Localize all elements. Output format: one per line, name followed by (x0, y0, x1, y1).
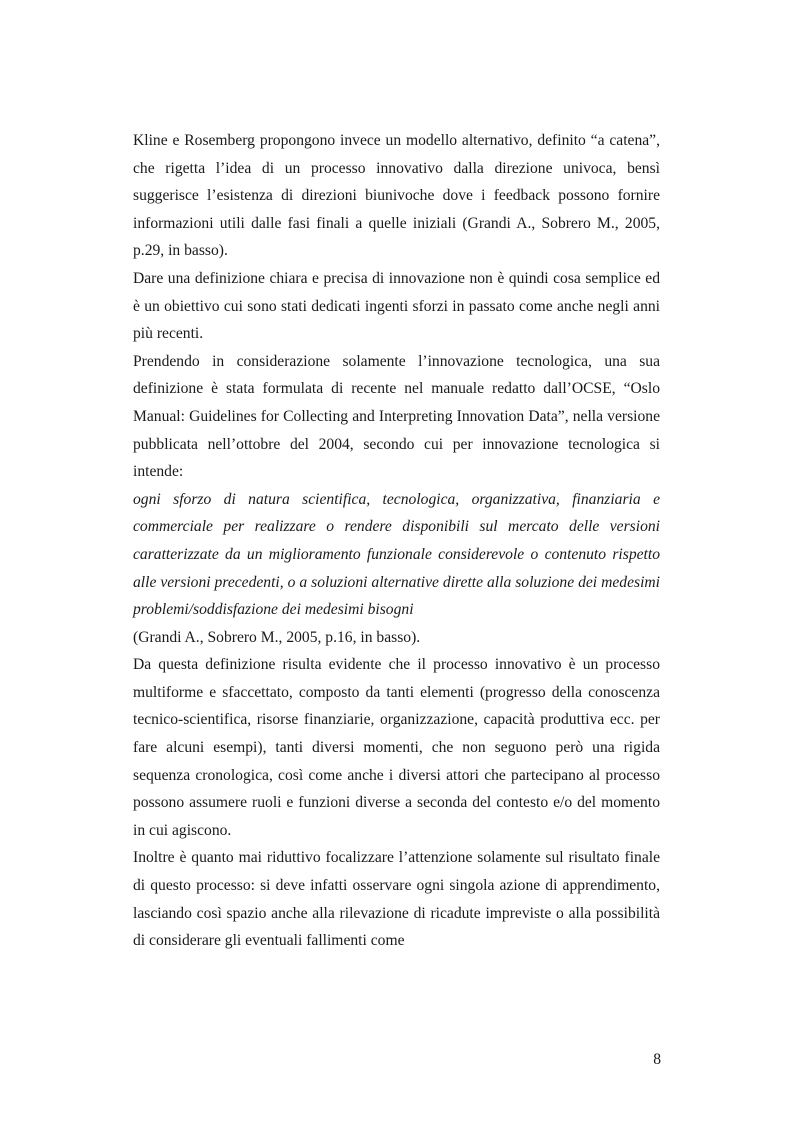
paragraph-citation: (Grandi A., Sobrero M., 2005, p.16, in basso). (133, 628, 421, 646)
body-text (133, 127, 660, 955)
paragraph-multiform-process: Da questa definizione risulta evidente che il processo innovativo è un processo multiforme e sfaccettato, composto da tanti elementi (progresso della conoscenza tecnico-scientifica, risorse finanziarie, organizzazione, capacità produttiva ecc. per fare alcuni esempi), tanti diversi momenti, che non seguono però una rigida sequenza cronologica, così come anche i diversi attori che partecipano al processo possono assumere ruoli e funzioni diverse a seconda del contesto e/o del momento in cui agiscono. (133, 656, 660, 839)
paragraph-quoted-definition: ogni sforzo di natura scientifica, tecnologica, organizzativa, finanziaria e commerciale per realizzare o rendere disponibili sul mercato delle versioni caratterizzate da un miglioramento funzionale considerevole o contenuto rispetto alle versioni precedenti, o a soluzioni alternative dirette alla soluzione dei medesimi problemi/soddisfazione dei medesimi bisogni (133, 490, 660, 619)
page-number: 8 (653, 1051, 661, 1068)
paragraph-final-result: Inoltre è quanto mai riduttivo focalizzare l’attenzione solamente sul risultato finale di questo processo: si deve infatti osservare ogni singola azione di apprendimento, lasciando così spazio anche alla rilevazione di ricadute impreviste o alla possibilità di considerare gli eventuali fallimenti come (133, 849, 660, 950)
paragraph-definition-difficulty: Dare una definizione chiara e precisa di innovazione non è quindi cosa semplice ed è un obiettivo cui sono stati dedicati ingenti sforzi in passato come anche negli anni più recenti. (133, 269, 660, 343)
paragraph-chain-model: Kline e Rosemberg propongono invece un modello alternativo, definito “a catena”, che rigetta l’idea di un processo innovativo dalla direzione univoca, bensì suggerisce l’esistenza di direzioni biunivoche dove i feedback possono fornire informazioni utili dalle fasi finali a quelle iniziali (Grandi A., Sobrero M., 2005, p.29, in basso). (133, 132, 660, 260)
paragraph-oecd-definition: Prendendo in considerazione solamente l’innovazione tecnologica, una sua definizione è stata formulata di recente nel manuale redatto dall’OCSE, “Oslo Manual: Guidelines for Collecting and Interpreting Innovation Data”, nella versione pubblicata nell’ottobre del 2004, secondo cui per innovazione tecnologica si intende: (133, 352, 660, 481)
